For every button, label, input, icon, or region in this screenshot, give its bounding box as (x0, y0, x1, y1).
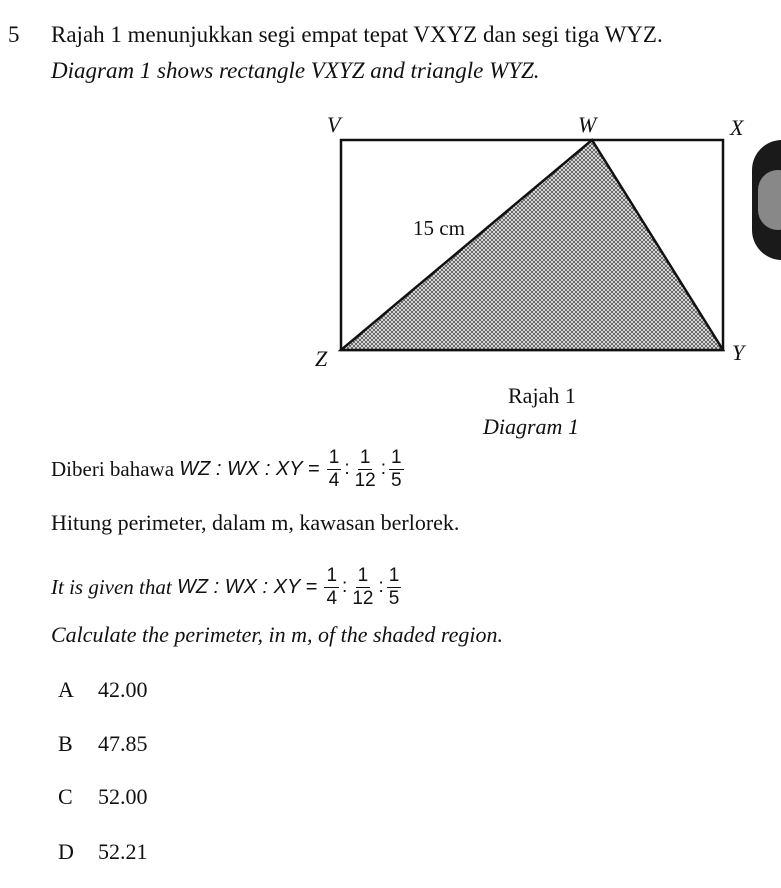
option-value: 52.00 (98, 784, 148, 809)
task-malay: Hitung perimeter, dalam m, kawasan berlorek. (51, 510, 460, 535)
option-letter: C (58, 784, 73, 809)
question-number: 5 (8, 22, 20, 47)
page-edge-highlight (758, 170, 781, 230)
ratio-expression: WZ : WX : XY = (176, 575, 318, 598)
given-lead: It is given that (51, 574, 172, 599)
ratio-fraction: $\frac{1}{4}$ (326, 565, 338, 609)
option-letter: D (58, 839, 74, 864)
option-value: 47.85 (98, 731, 148, 756)
vertex-label-v: V (327, 112, 341, 137)
ratio-fraction: $\frac{1}{12}$ (352, 565, 374, 609)
vertex-label-y: Y (732, 340, 745, 365)
ratio-fraction: $\frac{1}{12}$ (354, 447, 376, 491)
option-c[interactable] (58, 784, 148, 810)
diagram-caption-malay: Rajah 1 (508, 383, 576, 408)
dimension-label: 15 cm (413, 216, 465, 240)
vertex-label-w: W (578, 112, 597, 137)
option-letter: A (58, 677, 74, 702)
ratio-fraction: $\frac{1}{4}$ (328, 447, 340, 491)
option-d[interactable] (58, 839, 148, 865)
vertex-label-x: X (730, 115, 744, 140)
option-a[interactable] (58, 677, 148, 703)
vertex-label-z: Z (315, 346, 328, 371)
given-ratio-malay: Diberi bahawa WZ : WX : XY = $\frac{1}{4}$ : $\frac{1}{12}$ : $\frac{1}{5}$ (51, 447, 402, 491)
ratio-fraction: $\frac{1}{5}$ (388, 565, 400, 609)
given-lead: Diberi bahawa (51, 456, 175, 481)
ratio-expression: WZ : WX : XY = (179, 457, 320, 480)
option-value: 52.21 (98, 839, 148, 864)
question-text-english: Diagram 1 shows rectangle VXYZ and triangle WYZ. (51, 58, 540, 83)
ratio-fraction: $\frac{1}{5}$ (391, 447, 402, 491)
task-english: Calculate the perimeter, in m, of the shaded region. (51, 622, 503, 647)
given-ratio-english: It is given that WZ : WX : XY = $\frac{1}{4}$ : $\frac{1}{12}$ : $\frac{1}{5}$ (51, 565, 400, 609)
option-value: 42.00 (98, 677, 148, 702)
option-b[interactable] (58, 731, 148, 757)
question-text-malay: Rajah 1 menunjukkan segi empat tepat VXYZ dan segi tiga WYZ. (51, 22, 663, 47)
diagram-caption-english: Diagram 1 (483, 414, 579, 439)
option-letter: B (58, 731, 73, 756)
